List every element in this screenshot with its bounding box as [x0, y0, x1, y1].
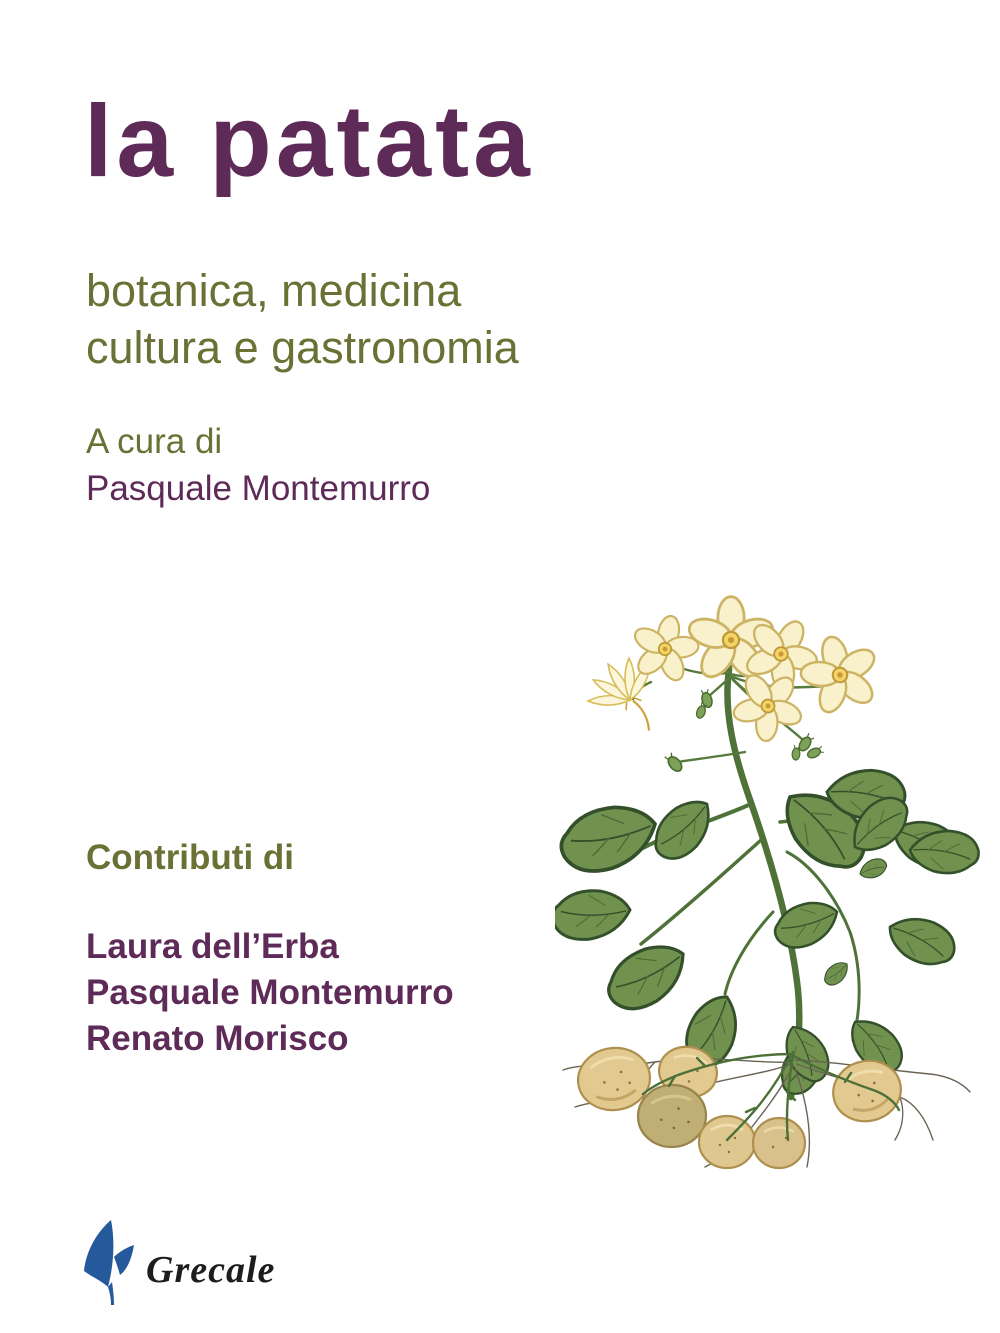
grecale-sails-icon: [78, 1218, 136, 1306]
potato-plant-illustration: [555, 592, 980, 1200]
contributors-list: [86, 924, 454, 1062]
editor-name: Pasquale Montemurro: [86, 469, 431, 508]
editor-label: A cura di: [86, 422, 223, 461]
book-title: la patata: [84, 84, 534, 198]
contributor-name: Pasquale Montemurro: [86, 973, 454, 1012]
contributor-name: Renato Morisco: [86, 1019, 349, 1058]
contributor-name: Laura dell’Erba: [86, 927, 339, 966]
contributors-label: Contributi di: [86, 838, 295, 877]
subtitle-line: botanica, medicina: [86, 265, 462, 316]
subtitle-line: cultura e gastronomia: [86, 322, 519, 373]
publisher-name: Grecale: [146, 1249, 276, 1291]
publisher-logo: [78, 1218, 275, 1306]
editor-block: [86, 418, 430, 512]
book-subtitle: [86, 262, 519, 376]
